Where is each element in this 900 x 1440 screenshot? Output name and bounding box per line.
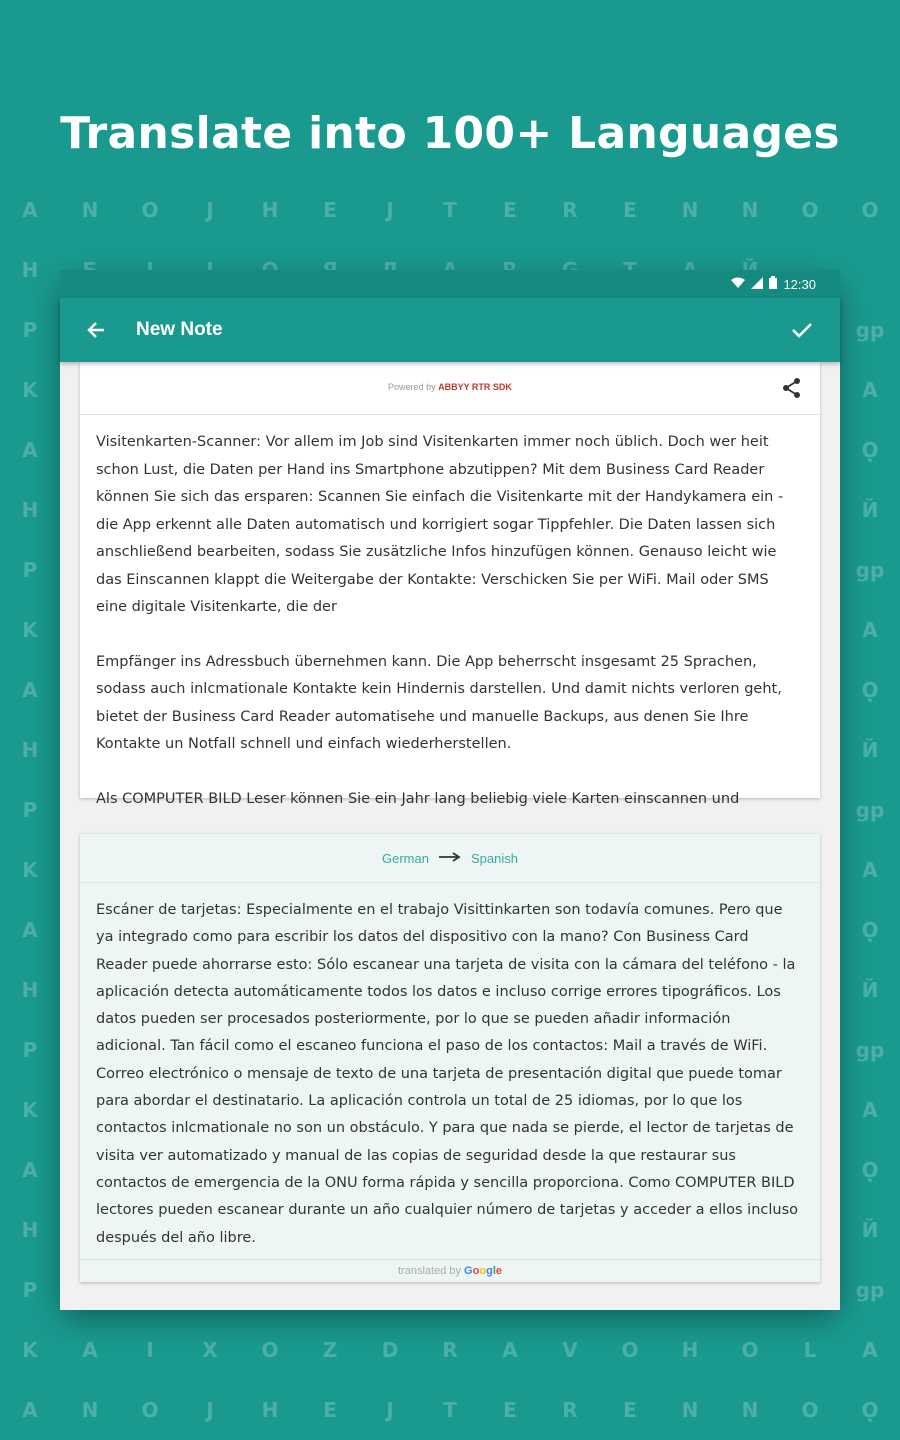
background-letter: J <box>206 1398 214 1422</box>
background-letter: H <box>21 258 39 282</box>
background-letter: R <box>562 198 578 222</box>
background-letter: J <box>386 1398 394 1422</box>
background-letter-row <box>0 198 900 222</box>
background-letter: O <box>621 1338 639 1362</box>
background-letter: O <box>261 1338 279 1362</box>
status-time: 12:30 <box>783 276 816 292</box>
language-pair[interactable] <box>80 834 820 883</box>
background-letter: H <box>261 1398 279 1422</box>
arrow-right-icon <box>439 849 461 867</box>
device-frame <box>60 270 840 1310</box>
background-letter: H <box>21 1218 39 1242</box>
background-letter: O <box>861 198 879 222</box>
background-letter: P <box>22 558 38 582</box>
background-letter: Ọ <box>861 678 879 702</box>
background-letter: O <box>801 198 819 222</box>
background-letter: Ọ <box>861 1158 879 1182</box>
background-letter: E <box>323 1398 337 1422</box>
ocr-paragraph: Visitenkarten-Scanner: Vor allem im Job sind Visitenkarten immer noch üblich. Doch wer heit schon Lust, die Daten per Hand ins Smartphone abzutippen? Mit dem Business Card Reader können Sie sich das ersparen: Scannen Sie einfach die Visitenkarte mit der Handykamera ein - die App erkennt alle Daten automatisch und korrigiert sogar Tippfehler. Die Daten lassen sich anschließend bearbeiten, sodass Sie zusätzliche Infos hinzufügen können. Genauso leicht wie das Einscannen klappt die Weitergabe der Kontakte: Verschicken Sie per WiFi. Mail oder SMS eine digitale Visitenkarte, die der <box>96 434 784 615</box>
background-letter: H <box>21 498 39 522</box>
background-letter: A <box>22 1398 38 1422</box>
background-letter: A <box>502 1338 518 1362</box>
background-letter: N <box>741 1398 759 1422</box>
background-letter: X <box>202 1338 218 1362</box>
background-letter-row <box>0 1338 900 1362</box>
ocr-paragraph: Empfänger ins Adressbuch übernehmen kann. Die App beherrscht insgesamt 25 Sprachen, sodass auch inlcmationale Kontakte kein Hindernis darstellen. Und damit nichts verloren geht, bietet der Business Card Reader automatisehe und manuelle Backups, aus denen Sie Ihre Kontakte un Notfall schnell und einfach wiederherstellen. <box>96 653 782 752</box>
background-letter: A <box>22 678 38 702</box>
powered-by-label <box>80 382 820 392</box>
background-letter: T <box>443 1398 457 1422</box>
background-letter: H <box>21 738 39 762</box>
background-letter: N <box>81 198 99 222</box>
background-letter: V <box>562 1338 578 1362</box>
background-letter: gp <box>855 1278 885 1302</box>
headline: Translate into 100+ Languages <box>60 108 840 159</box>
translated-text[interactable]: Escáner de tarjetas: Especialmente en el trabajo Visittinkarten son todavía comunes. Pero que ya integrado como para escribir los datos del dispositivo con la mano? Con Business Card Reader puede ahorrarse esto: Sólo escanear una tarjeta de visita con la cámara del teléfono - la aplicación detecta automáticamente todos los datos e incluso corrige errores tipográficos. Los datos pueden ser procesados posteriormente, por lo que se pueden añadir información adicional. Tan fácil como el escaneo funciona el paso de los contactos: Mail a través de WiFi. Correo electrónico o mensaje de texto de una tarjeta de presentación digital que puede tomar para abordar el destinatario. La aplicación controla un total de 25 idiomas, por lo que los contactos inlcmationale no son un obstáculo. Y para que nada se pierde, el lector de tarjetas de visita ver automatizado y manual de las copias de seguridad desde la que restaurar sus contactos de emergencia de la ONU forma rápida y sencilla proporciona. Como COMPUTER BILD lectores pueden escanear durante un año cualquier número de tarjetas y acceder a ellos incluso después del año libre. <box>96 902 799 1246</box>
background-letter: gp <box>855 1038 885 1062</box>
background-letter: Ọ <box>861 918 879 942</box>
powered-prefix: Powered by <box>388 382 436 392</box>
background-letter: O <box>141 1398 159 1422</box>
background-letter: R <box>442 1338 458 1362</box>
background-letter: Й <box>861 498 879 522</box>
background-letter: A <box>862 1338 878 1362</box>
background-letter: N <box>81 1398 99 1422</box>
note-content[interactable] <box>60 362 840 1310</box>
background-letter: L <box>803 1338 817 1362</box>
background-letter: K <box>22 1098 38 1122</box>
translation-card <box>80 834 820 1282</box>
background-letter: T <box>443 198 457 222</box>
background-letter: N <box>681 1398 699 1422</box>
background-letter: gp <box>855 558 885 582</box>
translated-by-label: translated by <box>398 1265 461 1277</box>
background-letter: Ọ <box>861 1398 879 1422</box>
ocr-card-header <box>80 362 820 415</box>
background-letter: E <box>503 198 517 222</box>
ocr-result-card <box>80 362 820 807</box>
recognized-text[interactable] <box>80 415 820 813</box>
background-letter: N <box>681 198 699 222</box>
background-letter: P <box>22 318 38 342</box>
background-letter: P <box>22 1278 38 1302</box>
share-icon[interactable] <box>778 374 806 402</box>
background-letter: Й <box>861 978 879 1002</box>
check-icon[interactable] <box>774 298 830 362</box>
background-letter: P <box>22 798 38 822</box>
background-letter: A <box>862 1098 878 1122</box>
background-letter: Ọ <box>861 438 879 462</box>
source-language[interactable]: German <box>382 850 429 866</box>
background-letter: E <box>323 198 337 222</box>
background-letter: P <box>22 1038 38 1062</box>
battery-icon <box>769 276 777 292</box>
background-letter: K <box>22 1338 38 1362</box>
background-letter: I <box>146 1338 154 1362</box>
background-letter: J <box>386 198 394 222</box>
background-letter: K <box>22 378 38 402</box>
background-letter: A <box>22 198 38 222</box>
status-bar <box>60 270 840 298</box>
background-letter: R <box>562 1398 578 1422</box>
screen-title: New Note <box>136 319 223 340</box>
powered-brand: ABBYY RTR SDK <box>438 382 512 392</box>
background-letter: K <box>22 858 38 882</box>
background-letter: gp <box>855 798 885 822</box>
background-letter: O <box>141 198 159 222</box>
background-letter: A <box>862 378 878 402</box>
background-letter: N <box>741 198 759 222</box>
target-language[interactable]: Spanish <box>470 850 518 866</box>
background-letter: H <box>261 198 279 222</box>
background-letter: J <box>206 198 214 222</box>
background-letter: gp <box>855 318 885 342</box>
background-letter: E <box>503 1398 517 1422</box>
wifi-icon <box>731 277 745 292</box>
background-letter: A <box>862 618 878 642</box>
back-arrow-icon[interactable] <box>68 298 124 362</box>
background-letter: A <box>82 1338 98 1362</box>
background-letter: Й <box>861 738 879 762</box>
background-letter: H <box>21 978 39 1002</box>
background-letter: A <box>862 858 878 882</box>
background-letter: H <box>681 1338 699 1362</box>
background-letter-row <box>0 1398 900 1422</box>
background-letter: Z <box>322 1338 338 1362</box>
translated-by-footer <box>80 1259 820 1282</box>
background-letter: K <box>22 618 38 642</box>
signal-icon <box>751 277 763 292</box>
background-letter: A <box>22 1158 38 1182</box>
background-letter: O <box>741 1338 759 1362</box>
background-letter: E <box>623 1398 637 1422</box>
ocr-paragraph: Als COMPUTER BILD Leser können Sie ein Jahr lang beliebig viele Karten einscannen und <box>96 790 740 807</box>
google-logo: Google <box>464 1265 502 1277</box>
app-bar <box>60 298 840 362</box>
background-letter: A <box>22 438 38 462</box>
background-letter: A <box>22 918 38 942</box>
background-letter: D <box>381 1338 399 1362</box>
background-letter: E <box>623 198 637 222</box>
background-letter: Й <box>861 1218 879 1242</box>
background-letter: O <box>801 1398 819 1422</box>
